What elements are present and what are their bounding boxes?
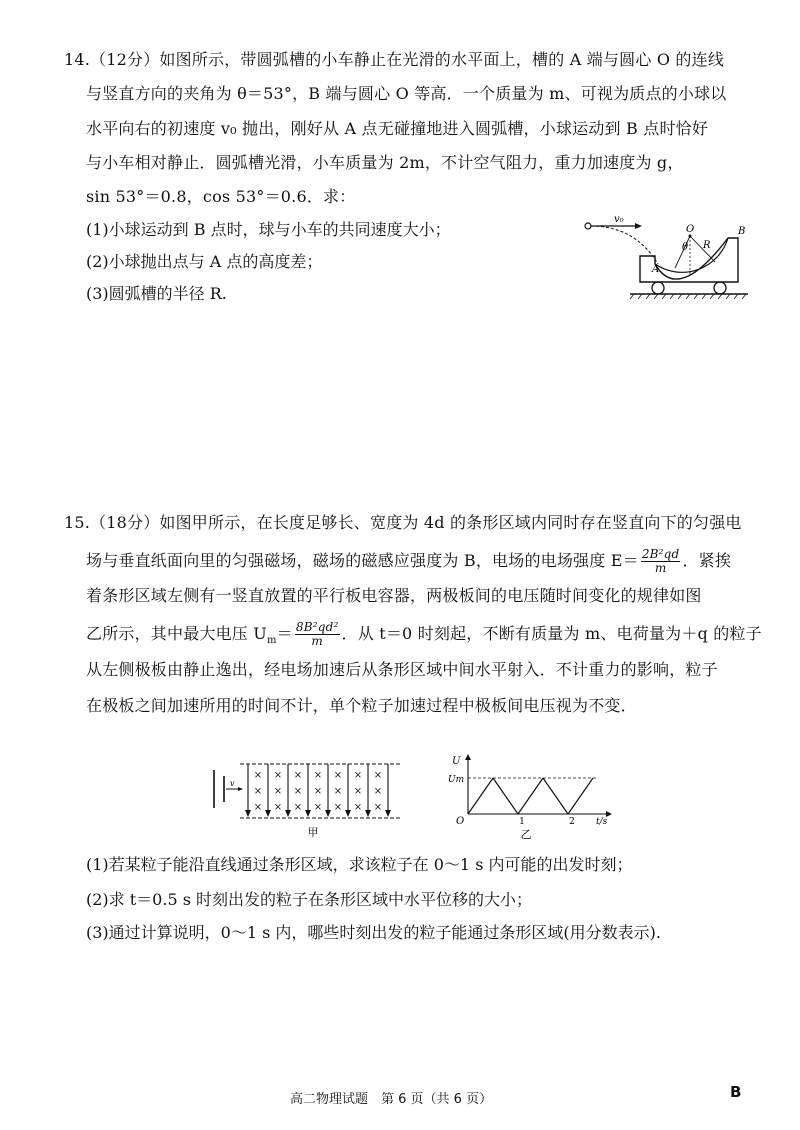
q14-sub-2: (2)小球抛出点与 A 点的高度差； — [86, 252, 323, 271]
svg-text:×: × — [253, 802, 263, 813]
theta-label: θ — [682, 242, 689, 253]
svg-text:×: × — [253, 786, 263, 797]
svg-text:×: × — [333, 770, 343, 781]
q15-line-4b: ．从 t＝0 时刻起，不断有质量为 m、电荷量为＋q 的粒子 — [341, 624, 762, 643]
q15-line-4eq: ＝ — [276, 624, 293, 643]
waveform-segment — [493, 778, 518, 814]
yi-U-label: U — [452, 756, 461, 767]
q15-sub-3: (3)通过计算说明，0～1 s 内，哪些时刻出发的粒子能通过条形区域(用分数表示). — [86, 923, 661, 942]
svg-text:×: × — [353, 770, 363, 781]
yi-tick-2: 2 — [569, 817, 575, 827]
U-fraction — [295, 621, 340, 648]
svg-text:×: × — [373, 770, 383, 781]
ball-icon — [585, 223, 591, 229]
jia-caption: 甲 — [307, 826, 319, 839]
svg-text:×: × — [313, 786, 323, 797]
A-label: A — [652, 264, 660, 275]
O-label: O — [686, 224, 695, 235]
R-label: R — [703, 240, 711, 251]
q15-line-5: 从左侧极板由静止逸出，经电场加速后从条形区域中间水平射入．不计重力的影响，粒子 — [86, 660, 718, 679]
q14-line-4: 与小车相对静止．圆弧槽光滑，小车质量为 2m，不计空气阻力，重力加速度为 g， — [86, 153, 684, 172]
svg-text:×: × — [313, 802, 323, 813]
svg-text:×: × — [333, 802, 343, 813]
B-label: B — [738, 226, 746, 237]
yi-origin-label: O — [456, 816, 465, 827]
page-footer: 高二物理试题 第 6 页（共 6 页） — [290, 1092, 493, 1107]
yi-tick-1: 1 — [519, 817, 525, 827]
q15-line-2 — [86, 548, 731, 575]
q14-line-1: 14.（12分）如图所示，带圆弧槽的小车静止在光滑的水平面上，槽的 A 端与圆心 O 的连线 — [64, 50, 725, 69]
q15-line-4a: 乙所示，其中最大电压 U — [86, 624, 267, 643]
svg-text:×: × — [313, 770, 323, 781]
q14-line-3: 水平向右的初速度 v₀ 抛出，刚好从 A 点无碰撞地进入圆弧槽，小球运动到 B 点时恰好 — [86, 119, 709, 138]
svg-text:×: × — [253, 770, 263, 781]
q14-figure-cart — [580, 212, 750, 302]
u-t-waveform — [468, 778, 593, 814]
yi-t-axis-label: t/s — [596, 817, 608, 827]
svg-text:×: × — [353, 786, 363, 797]
waveform-segment — [568, 778, 593, 814]
q15-figure-yi — [446, 752, 626, 844]
svg-text:×: × — [293, 802, 303, 813]
q15-line-4 — [86, 621, 762, 651]
wheel-left-icon — [652, 282, 664, 294]
waveform-segment — [468, 778, 493, 814]
U-numerator: 8B²qd² — [295, 620, 339, 634]
q15-figure-jia — [208, 756, 408, 844]
q15-line-2b: ．紧挨 — [682, 551, 732, 570]
q14-line-2: 与竖直方向的夹角为 θ＝53°，B 端与圆心 O 等高．一个质量为 m、可视为质点的小球以 — [86, 84, 727, 103]
q15-line-3: 着条形区域左侧有一竖直放置的平行板电容器，两极板间的电压随时间变化的规律如图 — [86, 586, 702, 605]
svg-text:×: × — [273, 770, 283, 781]
svg-text:×: × — [293, 770, 303, 781]
v0-label: v₀ — [614, 214, 624, 225]
wheel-right-icon — [714, 282, 726, 294]
yi-caption: 乙 — [520, 828, 532, 841]
E-denominator: m — [654, 561, 667, 575]
q15-sub-2: (2)求 t＝0.5 s 时刻出发的粒子在条形区域中水平位移的大小； — [86, 890, 533, 909]
paper-version-label: B — [730, 1083, 742, 1101]
svg-text:×: × — [373, 802, 383, 813]
E-fraction — [641, 548, 681, 575]
yi-Um-label: Um — [448, 775, 465, 785]
svg-text:×: × — [333, 786, 343, 797]
svg-text:×: × — [373, 786, 383, 797]
U-denominator: m — [311, 634, 323, 648]
q15-line-6: 在极板之间加速所用的时间不计，单个粒子加速过程中极板间电压视为不变． — [86, 696, 637, 715]
svg-text:×: × — [273, 786, 283, 797]
E-numerator: 2B²qd — [641, 547, 680, 561]
svg-text:×: × — [293, 786, 303, 797]
magnetic-field-crosses — [254, 770, 382, 813]
waveform-segment — [518, 778, 543, 814]
q14-line-5: sin 53°＝0.8，cos 53°＝0.6．求： — [86, 187, 356, 206]
Um-subscript: m — [266, 635, 277, 647]
q15-sub-1: (1)若某粒子能沿直线通过条形区域，求该粒子在 0～1 s 内可能的出发时刻； — [86, 855, 633, 874]
q15-line-1: 15.（18分）如图甲所示，在长度足够长、宽度为 4d 的条形区域内同时存在竖直向下的匀强电 — [64, 513, 742, 532]
svg-text:×: × — [353, 802, 363, 813]
q15-line-2a: 场与垂直纸面向里的匀强磁场，磁场的磁感应强度为 B，电场的电场强度 E＝ — [86, 551, 639, 570]
svg-text:×: × — [273, 802, 283, 813]
q14-sub-1: (1)小球运动到 B 点时，球与小车的共同速度大小； — [86, 220, 451, 239]
waveform-segment — [543, 778, 568, 814]
jia-v-label: v — [230, 779, 235, 788]
q14-sub-3: (3)圆弧槽的半径 R. — [86, 284, 227, 303]
